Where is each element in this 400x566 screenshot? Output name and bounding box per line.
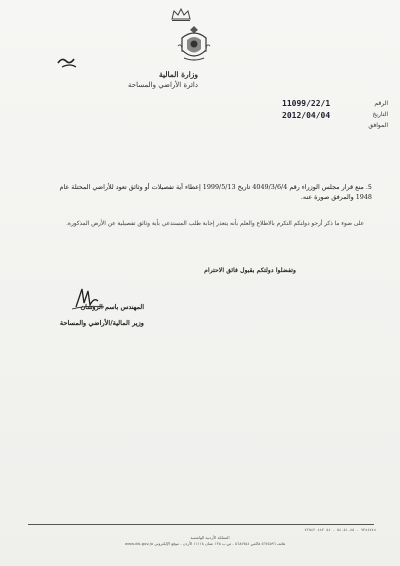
ministry-block <box>118 70 198 90</box>
item-5-text: منع قرار مجلس الوزراء رقم 4049/3/6/4 تاريخ 1999/5/13 إعطاء أية تفصيلات أو وثائق تعود للأراضي المحتلة عام 1948 والمرفق صورة عنه. <box>59 183 372 201</box>
reference-number-label: الرقم <box>374 100 388 107</box>
item-5-paragraph <box>42 182 372 202</box>
jordan-coat-of-arms-icon <box>176 24 212 64</box>
reference-date-label: التاريخ <box>372 111 388 118</box>
reference-values <box>282 98 346 122</box>
item-5-number: 5. <box>365 183 372 191</box>
closing-line: وتفضلوا دولتكم بقبول فائق الاحترام <box>204 267 296 274</box>
footer-line-2: هاتف ٥٦٢٥٥٩٦ فاكس ٥٦٨٤٧٥٤ - ص.ب ١٣٥ عمان ١١١١٨ الأردن - موقع الإلكتروني www.dls.gov.jo <box>124 541 286 546</box>
footer-line-1: المملكة الأردنية الهاشمية <box>190 535 230 540</box>
reference-number: 11099/22/1 <box>282 99 331 108</box>
conclusion-paragraph: على ضوء ما ذكر أرجو دولتكم التكرم بالاطلاع والعلم بأنه يتعذر إجابة طلب المستدعي بأية وثائق تفصيلية عن الأرض المذكورة. <box>66 221 364 227</box>
signatory-title: وزير المالية/الأراضي والمساحة <box>59 319 144 327</box>
signatory-name: المهندس باسم الروسان <box>80 303 144 311</box>
handwritten-mark-icon <box>52 53 82 73</box>
reference-labels <box>348 98 388 131</box>
footer-divider <box>28 524 374 525</box>
department-name: دائرة الأراضي والمساحة <box>128 81 198 89</box>
footer-code: ٩٣٨٤٧٤٨ - ٨٥-٥١-٥٤ - ٥٤ ٤٨٣ ٧٢٥٤٢ <box>304 528 376 532</box>
reference-date: 2012/04/04 <box>282 111 331 120</box>
ministry-name: وزارة المالية <box>158 70 198 79</box>
reference-corresponding-label: الموافق <box>368 122 388 129</box>
small-crown-crest-icon <box>170 6 192 22</box>
